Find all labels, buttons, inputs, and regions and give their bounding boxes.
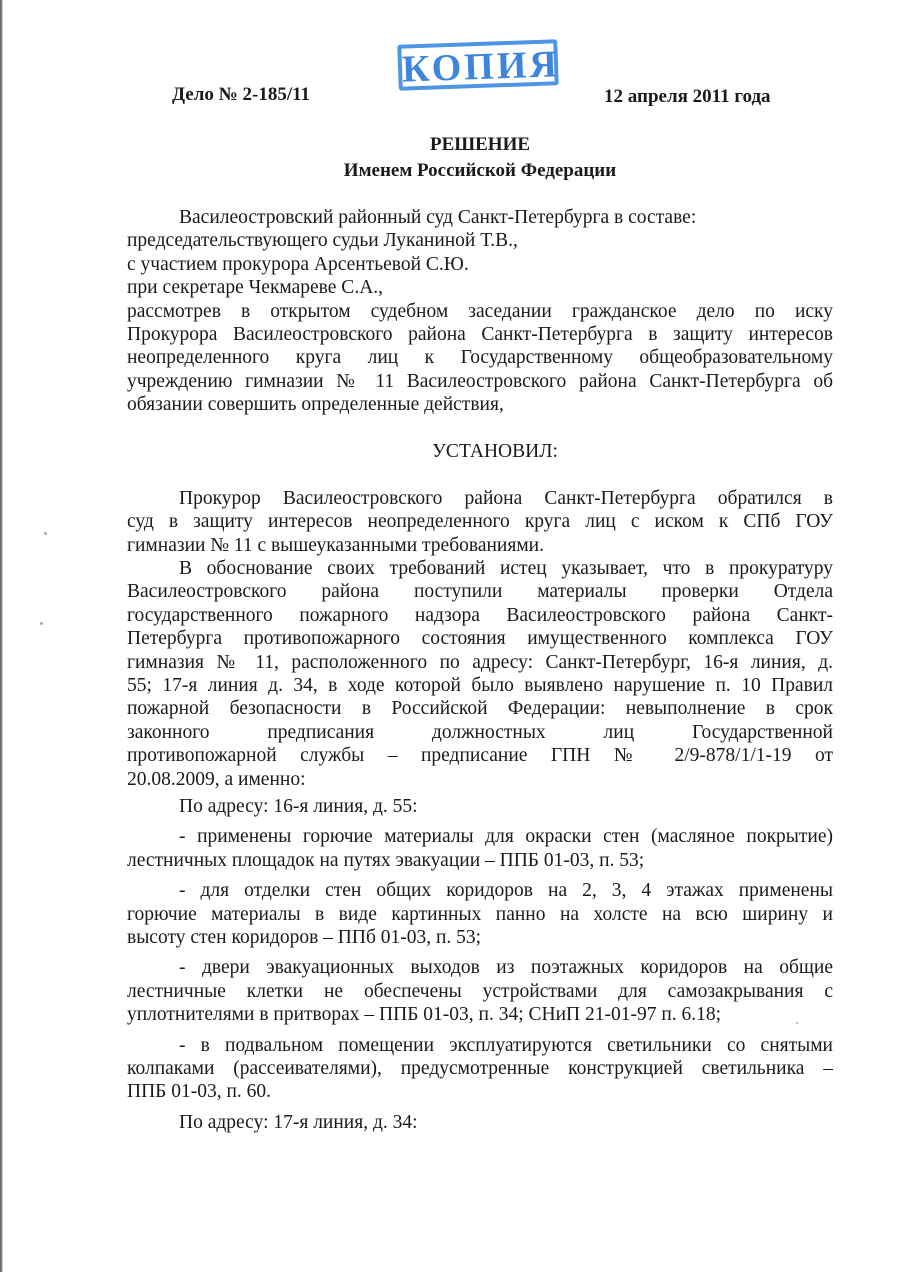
paragraph-grounds <box>127 557 833 791</box>
text-line: - в подвальном помещении эксплуатируются светильники со снятыми <box>179 1034 833 1056</box>
text-line: гимназия № 11, расположенного по адресу: Санкт-Петербург, 16-я линия, д. <box>127 651 833 673</box>
text-line: лестничные клетки не обеспечены устройствами для самозакрывания с <box>127 980 833 1002</box>
violation-item <box>127 825 833 872</box>
text-line: Василеостровского района поступили материалы проверки Отдела <box>127 581 833 603</box>
text-line: ППБ 01-03, п. 60. <box>127 1081 272 1103</box>
paragraph-claim <box>127 487 833 557</box>
text-line: высоту стен коридоров – ППб 01-03, п. 53; <box>127 926 482 948</box>
text-line: законного предписания должностных лиц Государственной <box>127 721 833 743</box>
document-subtitle: Именем Российской Федерации <box>343 160 617 181</box>
text-line: гимназии № 11 с вышеуказанными требованиями. <box>127 534 544 556</box>
scan-speck <box>40 622 43 625</box>
text-line: В обоснование своих требований истец указывает, что в прокуратуру <box>179 558 833 580</box>
scan-edge <box>0 0 3 1272</box>
court-composition <box>127 206 833 417</box>
section-heading: УСТАНОВИЛ: <box>432 440 558 462</box>
text-line: Василеостровский районный суд Санкт-Петербурга в составе: <box>179 207 697 228</box>
text-line: неопределенного круга лиц к Государственному общеобразовательному <box>127 347 833 369</box>
violation-item <box>127 879 833 949</box>
address-heading: По адресу: 17-я линия, д. 34: <box>179 1111 418 1133</box>
text-line: колпаками (рассеивателями), предусмотренные конструкцией светильника – <box>127 1057 833 1079</box>
text-line: лестничных площадок на путях эвакуации – ППБ 01-03, п. 53; <box>127 849 645 871</box>
text-line: пожарной безопасности в Российской Федерации: невыполнение в срок <box>127 698 833 720</box>
text-line: - для отделки стен общих коридоров на 2, 3, 4 этажах применены <box>179 880 833 902</box>
text-line: обязании совершить определенные действия, <box>127 394 504 416</box>
text-line: Петербурга противопожарного состояния имущественного комплекса ГОУ <box>127 628 833 650</box>
text-line: учреждению гимназии № 11 Василеостровского района Санкт-Петербурга об <box>127 370 833 392</box>
text-line: Прокурор Василеостровского района Санкт-Петербурга обратился в <box>179 487 833 509</box>
address-heading: По адресу: 16-я линия, д. 55: <box>179 795 418 817</box>
text-line: председательствующего судьи Луканиной Т.В., <box>127 230 518 252</box>
text-line: 55; 17-я линия д. 34, в ходе которой было выявлено нарушение п. 10 Правил <box>127 675 833 697</box>
scan-speck <box>44 532 47 535</box>
violation-item <box>127 1034 833 1104</box>
text-line: рассмотрев в открытом судебном заседании гражданское дело по иску <box>127 300 833 322</box>
copy-stamp: КОПИЯ <box>397 39 559 91</box>
text-line: уплотнителями в притворах – ППБ 01-03, п. 34; СНиП 21-01-97 п. 6.18; <box>127 1004 722 1026</box>
violation-item <box>127 956 833 1026</box>
text-line: противопожарной службы – предписание ГПН № 2/9-878/1/1-19 от <box>127 745 833 767</box>
decision-date: 12 апреля 2011 года <box>604 86 771 107</box>
document-title: РЕШЕНИЕ <box>429 134 531 155</box>
text-line: горючие материалы в виде картинных панно на холсте на всю ширину и <box>127 903 833 925</box>
text-line: Прокурора Василеостровского района Санкт-Петербурга в защиту интересов <box>127 323 833 345</box>
text-line: государственного пожарного надзора Василеостровского района Санкт- <box>127 604 833 626</box>
text-line: суд в защиту интересов неопределенного круга лиц с иском к СПб ГОУ <box>127 511 833 533</box>
document-body <box>127 206 833 1134</box>
text-line: с участием прокурора Арсентьевой С.Ю. <box>127 253 469 275</box>
text-line: 20.08.2009, а именно: <box>127 768 306 790</box>
text-line: - двери эвакуационных выходов из поэтажных коридоров на общие <box>179 957 833 979</box>
text-line: - применены горючие материалы для окраски стен (масляное покрытие) <box>179 826 833 848</box>
case-number: Дело № 2-185/11 <box>172 84 311 105</box>
text-line: при секретаре Чекмареве С.А., <box>127 277 384 299</box>
scan-speck <box>796 1022 798 1024</box>
